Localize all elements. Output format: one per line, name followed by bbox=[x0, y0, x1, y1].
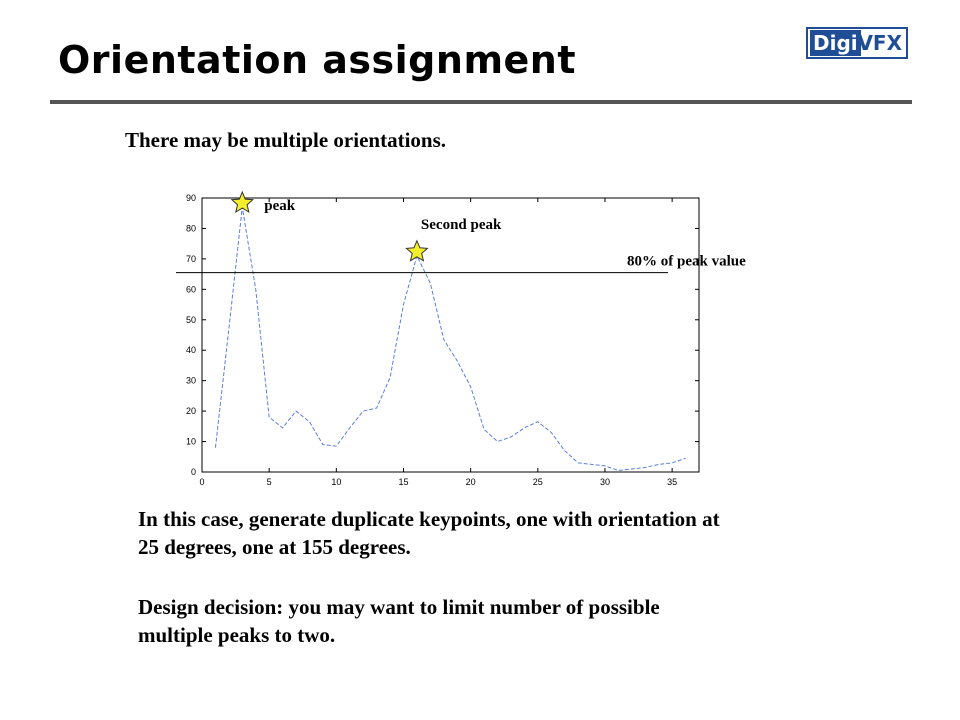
x-tick-label: 35 bbox=[667, 477, 678, 487]
y-tick-label: 50 bbox=[185, 314, 196, 325]
x-tick-label: 20 bbox=[465, 477, 476, 487]
peak-star-icon bbox=[407, 241, 428, 261]
peak-label: peak bbox=[264, 198, 296, 215]
x-tick-label: 25 bbox=[532, 477, 543, 487]
peak-label: Second peak bbox=[420, 216, 502, 233]
x-axis-ticks bbox=[199, 198, 677, 487]
peak-markers bbox=[232, 192, 502, 261]
threshold-label: 80% of peak value bbox=[627, 253, 746, 270]
y-tick-label: 0 bbox=[190, 467, 196, 477]
y-tick-label: 70 bbox=[185, 253, 196, 264]
plot-area-frame bbox=[202, 198, 699, 472]
paragraph-design-decision: Design decision: you may want to limit number of possible multiple peaks to two. bbox=[138, 595, 660, 647]
intro-text: There may be multiple orientations. bbox=[125, 128, 447, 152]
logo-vfx-text: VFX bbox=[857, 31, 902, 55]
x-tick-label: 10 bbox=[331, 477, 342, 487]
y-tick-label: 60 bbox=[185, 284, 196, 295]
x-tick-label: 15 bbox=[398, 477, 409, 487]
x-tick-label: 5 bbox=[266, 477, 272, 487]
y-tick-label: 10 bbox=[185, 436, 196, 447]
paragraph-duplicate-keypoints: In this case, generate duplicate keypoints, one with orientation at 25 degrees, one at 155 degrees. bbox=[138, 507, 720, 559]
histogram-line bbox=[215, 207, 685, 470]
y-tick-label: 80 bbox=[185, 223, 196, 234]
x-tick-label: 0 bbox=[199, 477, 205, 487]
y-tick-label: 20 bbox=[185, 406, 196, 417]
y-tick-label: 30 bbox=[185, 375, 196, 386]
x-tick-label: 30 bbox=[599, 477, 610, 487]
slide-title: Orientation assignment bbox=[58, 38, 577, 82]
logo-digi-text: Digi bbox=[810, 30, 861, 56]
y-tick-label: 40 bbox=[185, 345, 196, 356]
y-tick-label: 90 bbox=[185, 193, 196, 203]
